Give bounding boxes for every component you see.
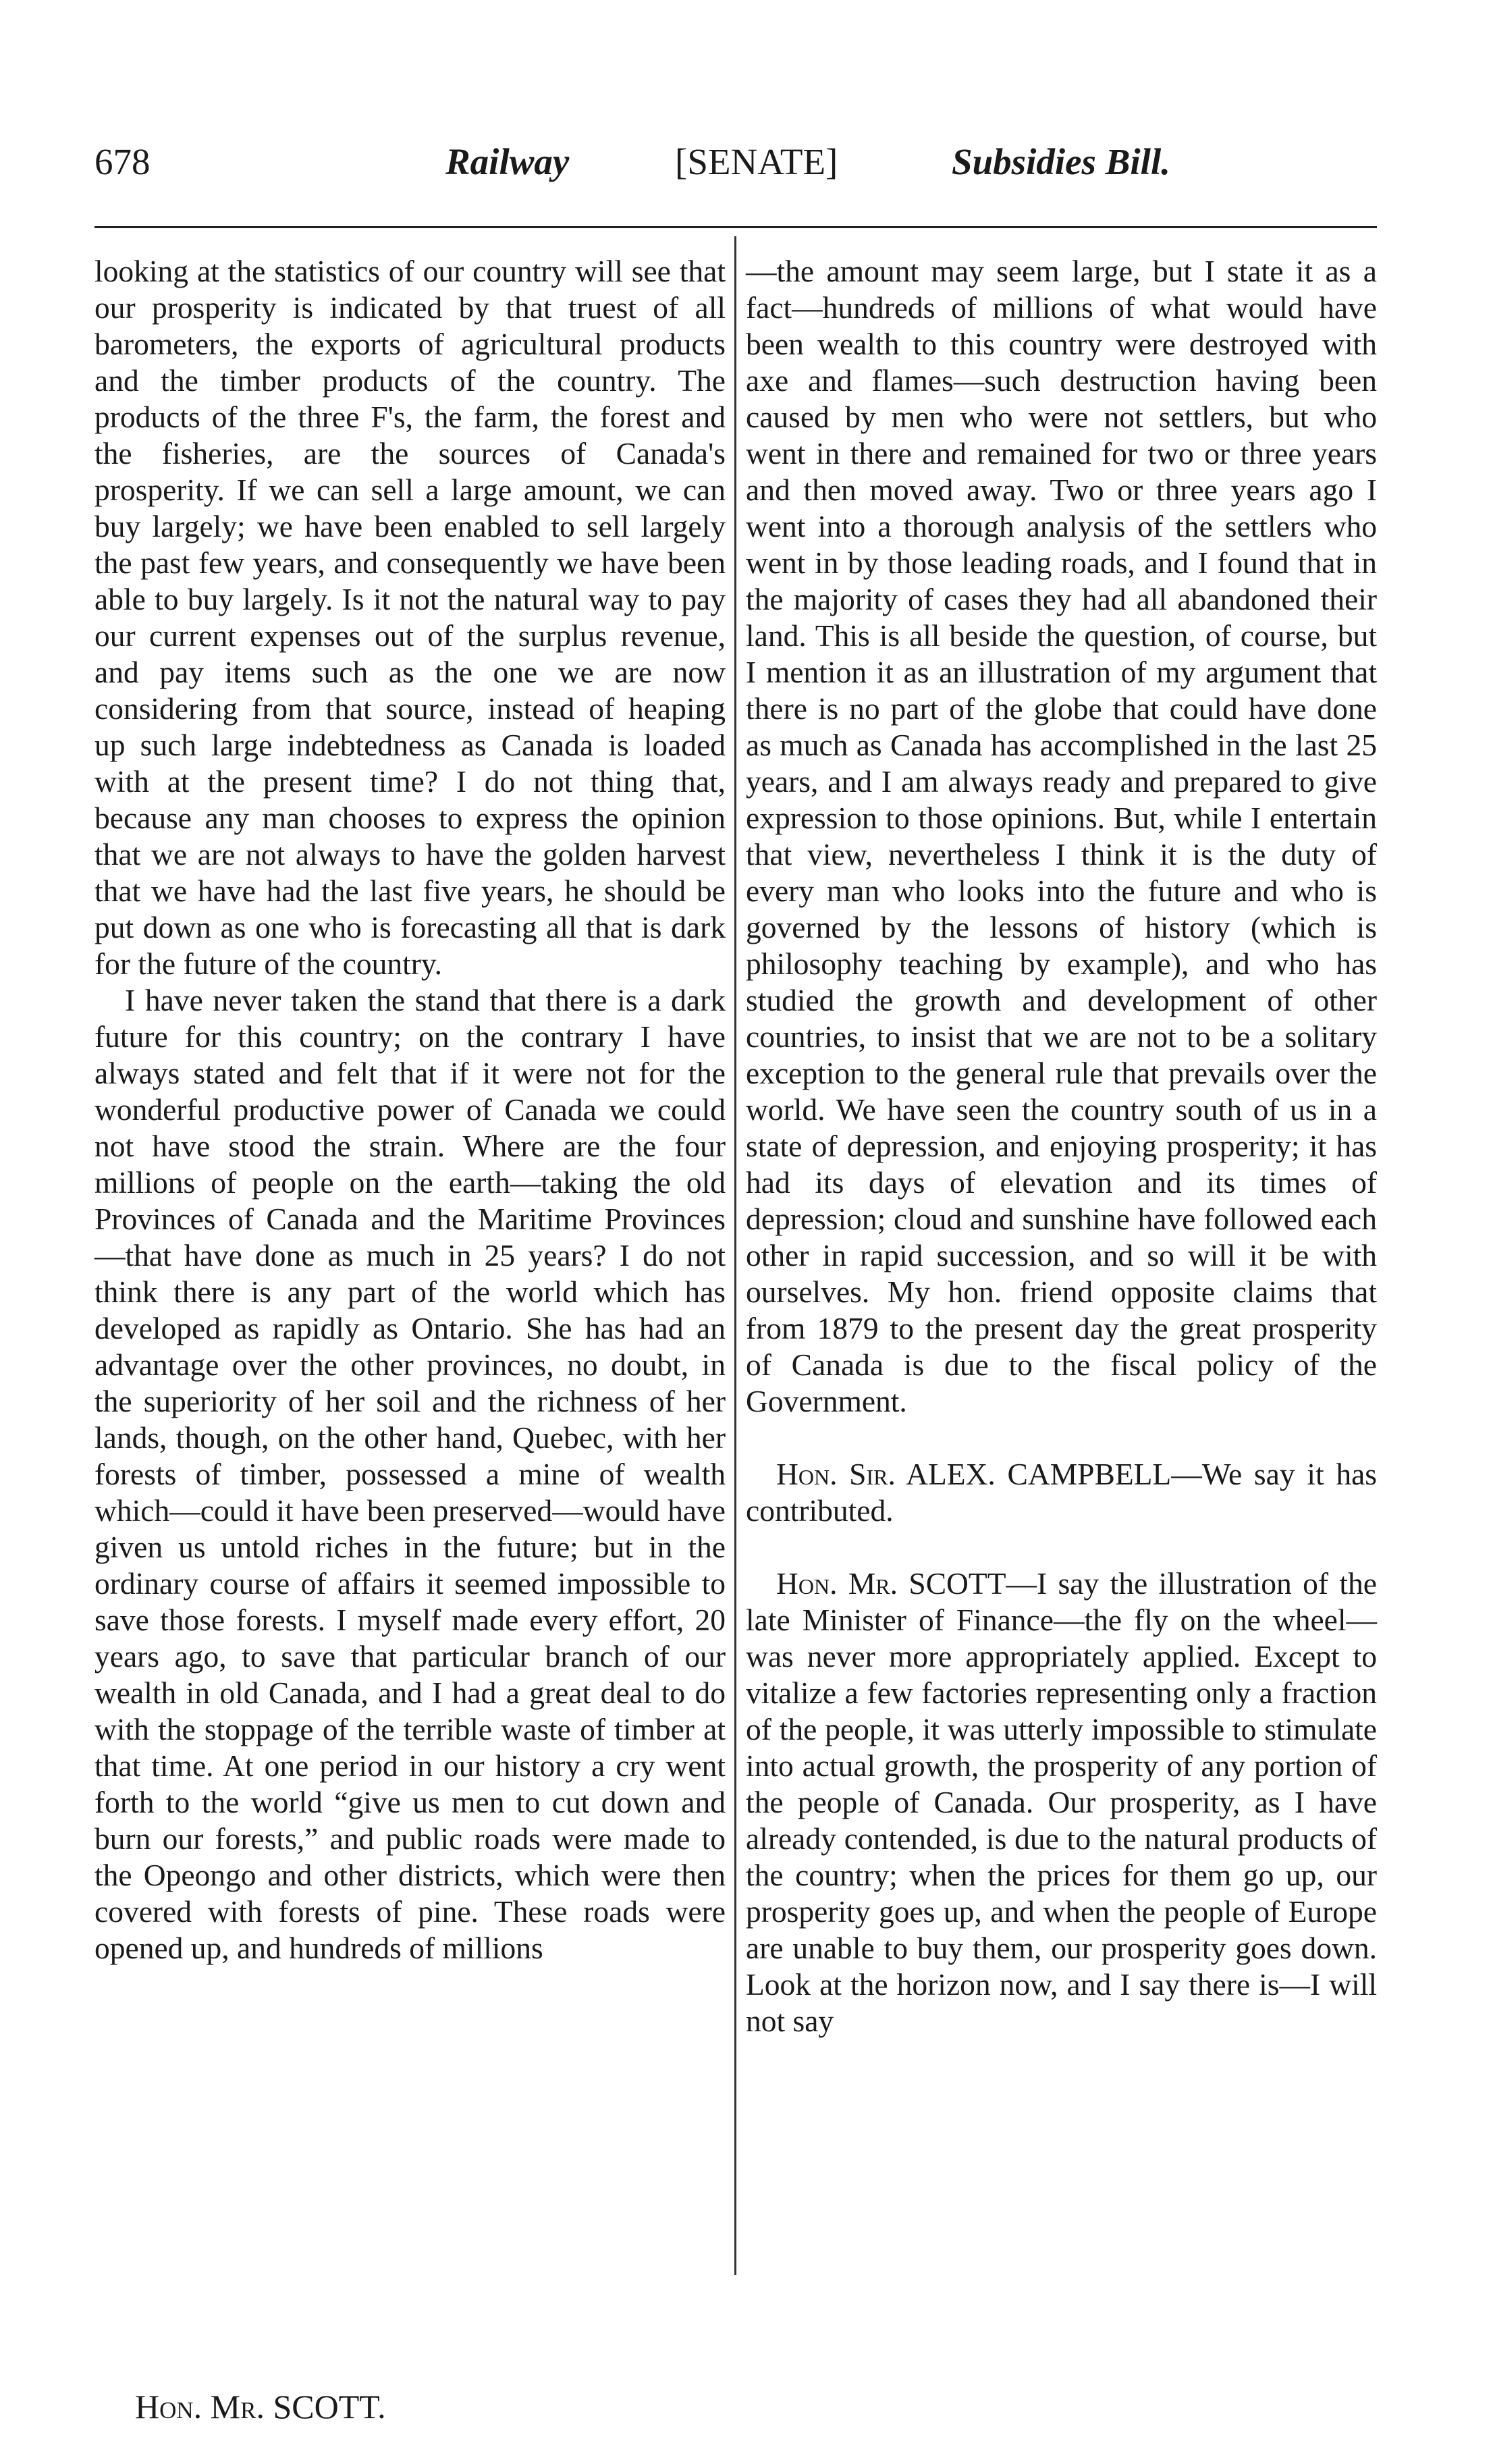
speech-campbell bbox=[746, 1456, 1377, 1529]
header-rule bbox=[94, 226, 1377, 228]
running-title-left: Railway bbox=[445, 141, 570, 182]
right-column bbox=[746, 253, 1377, 2039]
speech-scott bbox=[746, 1565, 1377, 2039]
column-divider bbox=[734, 236, 736, 2275]
paragraph: looking at the statistics of our country will see that our prosperity is indicated by that truest of all barometers, the exports of agricultural products and the timber products of the country. The products of the three F's, the farm, the forest and the fisheries, are the sources of Canada's prosperity. If we can sell a large amount, we can buy largely; we have been enabled to sell largely the past few years, and consequently we have been able to buy largely. Is it not the natural way to pay our current expenses out of the surplus revenue, and pay items such as the one we are now considering from that source, instead of heaping up such large indebtedness as Canada is loaded with at the present time? I do not thing that, because any man chooses to express the opinion that we are not always to have the golden harvest that we have had the last five years, he should be put down as one who is forecasting all that is dark for the future of the country. bbox=[94, 254, 726, 981]
speech-text: —I say the illustration of the late Minister of Finance—the fly on the wheel—was never more appropriately applied. Except to vitalize a few factories representing only a fraction of the people, it was utterly impossible to stimulate into actual growth, the prosperity of any portion of the people of Canada. Our prosperity, as I have already contended, is due to the natural products of the country; when the prices for them go up, our prosperity goes up, and when the people of Europe are unable to buy them, our prosperity goes down. Look at the horizon now, and I say there is—I will not say bbox=[746, 1566, 1377, 2038]
running-title-right: Subsidies Bill. bbox=[952, 141, 1170, 182]
chamber-label: [SENATE] bbox=[675, 141, 838, 182]
paragraph: I have never taken the stand that there is a dark future for this country; on the contrary I have always stated and felt that if it were not for the wonderful productive power of Canada we could not have stood the strain. Where are the four millions of people on the earth—taking the old Provinces of Canada and the Maritime Provinces—that have done as much in 25 years? I do not think there is any part of the world which has developed as rapidly as Ontario. She has had an advantage over the other provinces, no doubt, in the superiority of her soil and the richness of her lands, though, on the other hand, Quebec, with her forests of timber, possessed a mine of wealth which—could it have been preserved—would have given us untold riches in the future; but in the ordinary course of affairs it seemed impossible to save those forests. I myself made every effort, 20 years ago, to save that particular branch of our wealth in old Canada, and I had a great deal to do with the stoppage of the terrible waste of timber at that time. At one period in our history a cry went forth to the world “give us men to cut down and burn our forests,” and public roads were made to the Opeongo and other districts, which were then covered with forests of pine. These roads were opened up, and hundreds of millions bbox=[94, 983, 726, 1965]
speech-text: —We say it has contributed. bbox=[746, 1457, 1377, 1528]
left-column bbox=[94, 253, 726, 1966]
paragraph: —the amount may seem large, but I state it as a fact—hundreds of millions of what would have been wealth to this country were destroyed with axe and flames—such destruction having been caused by men who were not settlers, but who went in there and remained for two or three years and then moved away. Two or three years ago I went into a thorough analysis of the settlers who went in by those leading roads, and I found that in the majority of cases they had all abandoned their land. This is all beside the question, of course, but I mention it as an illustration of my argument that there is no part of the globe that could have done as much as Canada has accomplished in the last 25 years, and I am always ready and prepared to give expression to those opinions. But, while I entertain that view, nevertheless I think it is the duty of every man who looks into the future and who is governed by the lessons of history (which is philosophy teaching by example), and who has studied the growth and development of other countries, to insist that we are not to be a solitary exception to the general rule that prevails over the world. We have seen the country south of us in a state of depression, and enjoying prosperity; it has had its days of elevation and its times of depression; cloud and sunshine have followed each other in rapid succession, and so will it be with ourselves. My hon. friend opposite claims that from 1879 to the present day the great prosperity of Canada is due to the fiscal policy of the Government. bbox=[746, 254, 1377, 1418]
running-header bbox=[94, 135, 1377, 189]
speaker-name: Hon. Mr. SCOTT bbox=[776, 1566, 1006, 1601]
page-number: 678 bbox=[94, 141, 151, 182]
footer-speaker: Hon. Mr. SCOTT. bbox=[135, 2388, 386, 2426]
speaker-name: Hon. Sir. ALEX. CAMPBELL bbox=[776, 1457, 1172, 1491]
